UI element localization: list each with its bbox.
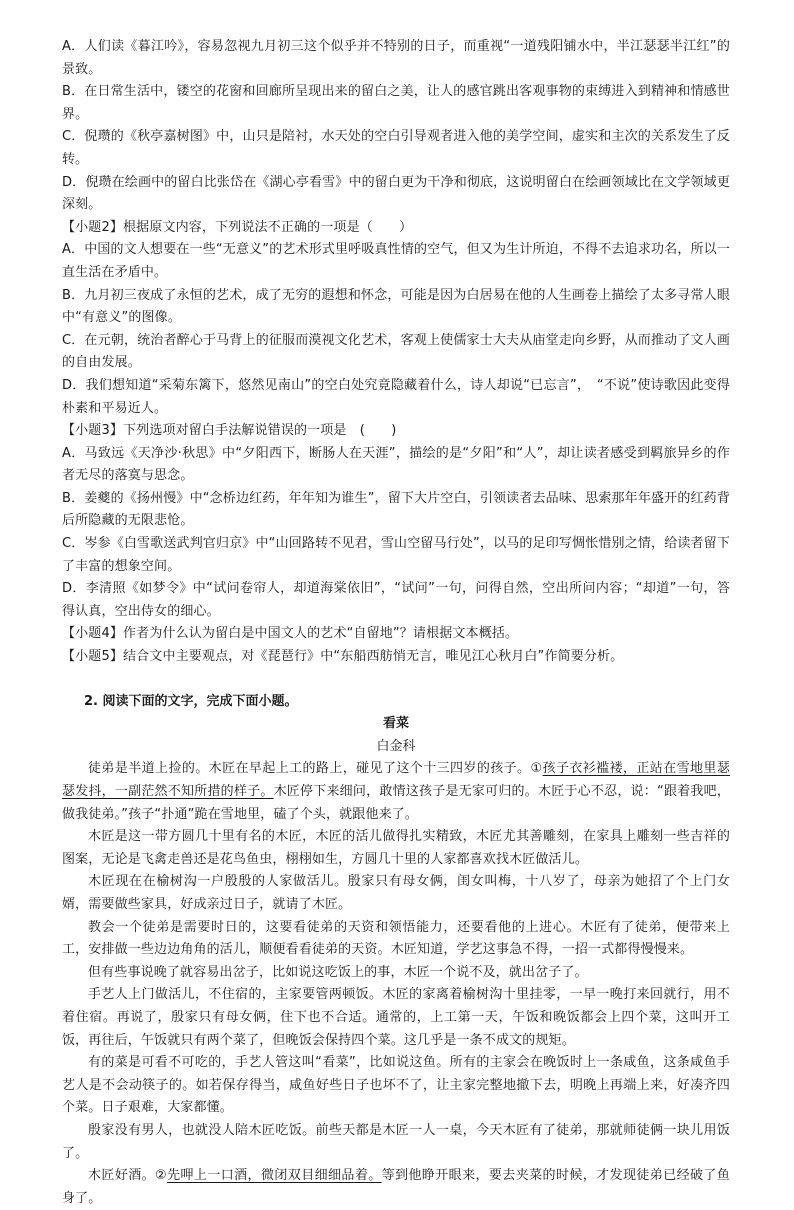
- q2-option-d: D．我们想知道“采菊东篱下，悠然见南山”的空白处究竟隐藏着什么，诗人却说“已忘言”， “不说”使诗歌因此变得朴素和平易近人。: [62, 377, 730, 416]
- document-page: [62, 36, 730, 1210]
- article-author: 白金科: [376, 738, 416, 754]
- q3-option-a: A．马致远《天净沙·秋思》中“夕阳西下，断肠人在天涯”，描绘的是“夕阳”和“人”，却让读者感受到羁旅异乡的作者无尽的落寞与思念。: [62, 445, 730, 484]
- q2-option-b: B．九月初三夜成了永恒的艺术，成了无穷的遐想和怀念，可能是因为白居易在他的人生画卷上描绘了太多寻常人眼中“有意义”的图像。: [62, 287, 730, 326]
- article-paragraph: 殷家没有男人，也就没人陪木匠吃饭。前些天都是木匠一人一桌，今天木匠有了徒弟，那就师徒俩一块儿用饭了。: [62, 1122, 730, 1161]
- article-paragraph: 教会一个徒弟是需要时日的，这要看徒弟的天资和领悟能力，还要看他的上进心。木匠有了徒弟，便带来上工，安排做一些边边角角的活儿，顺便看看徒弟的天资。木匠知道，学艺这事急不得，一招一式都得慢慢来。: [62, 919, 730, 958]
- q3-option-c: C．岑参《白雪歌送武判官归京》中“山回路转不见君，雪山空留马行处”，以马的足印写惆怅惜别之情，给读者留下了丰富的想象空间。: [62, 536, 730, 574]
- article-paragraph: 手艺人上门做活儿，不住宿的，主家要管两顿饭。木匠的家离着榆树沟十里挂零，一早一晚打来回就行，用不着住宿。再说了，殷家只有母女俩，住下也不合适。通常的，上工第一天，午饭和晚饭都会上四个菜，这叫开工饭，再往后，午饭就只有两个菜了，但晚饭会保持四个菜。这几乎是一条不成文的规矩。: [62, 987, 730, 1048]
- paragraph-text: 木匠停下来细问，敢情这孩子是无家可归的。木匠于心不忍，说：“跟着我吧，做我徒弟。”孩子“扑通”跪在雪地里，磕了个头，就跟他来了。: [62, 784, 730, 822]
- q1-option-c: C．倪瓒的《秋亭嘉树图》中，山只是陪衬，水天处的空白引导观者进入他的美学空间，虚实和主次的关系发生了反转。: [62, 129, 730, 167]
- article-paragraph: 有的菜是可看不可吃的，手艺人管这叫“看菜”，比如说这鱼。所有的主家会在晚饭时上一条咸鱼，这条咸鱼手艺人是不会动筷子的。如若保存得当，咸鱼好些日子也坏不了，让主家完整地撤下去，明晚上再端上来，好凑齐四个菜。日子艰难，大家都懂。: [62, 1055, 730, 1116]
- q2-stem: 【小题2】根据原文内容，下列说法不正确的一项是（ ）: [62, 219, 413, 235]
- article-paragraph: [62, 758, 730, 826]
- article-paragraph: 木匠是这一带方圆几十里有名的木匠，木匠的活儿做得扎实精致，木匠尤其善雕刻，在家具上雕刻一些吉祥的图案，无论是飞禽走兽还是花鸟鱼虫，栩栩如生，方圆几十里的人家都喜欢找木匠做活儿。: [62, 829, 730, 867]
- q3-stem: 【小题3】下列选项对留白手法解说错误的一项是 ( ): [62, 423, 397, 439]
- q3-option-d: D．李清照《如梦令》中“试问卷帘人，却道海棠依旧”，“试问”一句，问得自然，空出所问内容；“却道”一句，答得认真，空出侍女的细心。: [62, 581, 730, 619]
- underlined-sentence-2: 先呷上一口酒，微闭双目细细品着。: [167, 1168, 382, 1184]
- article-paragraph: 但有些事说晚了就容易出岔子，比如说这吃饭上的事，木匠一个说不及，就出岔子了。: [88, 964, 588, 980]
- q4-stem: 【小题4】作者为什么认为留白是中国文人的艺术“自留地”？请根据文本概括。: [62, 626, 519, 642]
- paragraph-text: 木匠好酒。②: [88, 1168, 168, 1184]
- q2-option-c: C．在元朝，统治者醉心于马背上的征服而漠视文化艺术，客观上使儒家士大夫从庙堂走向乡野，从而推动了文人画的自由发展。: [62, 332, 730, 371]
- q5-stem: 【小题5】结合文中主要观点，对《琵琶行》中“东船西舫悄无言，唯见江心秋月白”作简要分析。: [62, 649, 624, 665]
- q3-option-b: B．姜夔的《扬州慢》中“念桥边红药，年年知为谁生”，留下大片空白，引领读者去品味、思索那年年盛开的红药背后所隐藏的无限悲怆。: [62, 490, 730, 529]
- q1-option-a: A．人们读《暮江吟》，容易忽视九月初三这个似乎并不特别的日子，而重视“一道残阳铺水中，半江瑟瑟半江红”的景致。: [62, 39, 730, 77]
- paragraph-text: 等到他睁开眼来，要去夹菜的时候，才发现徒弟已经破了鱼身了。: [62, 1168, 730, 1206]
- article-paragraph: 木匠现在在榆树沟一户殷殷的人家做活儿。殷家只有母女俩，闺女叫梅，十八岁了，母亲为她招了个上门女婿，需要做些家具，好成亲过日子，就请了木匠。: [62, 874, 730, 912]
- q2-option-a: A．中国的文人想要在一些“无意义”的艺术形式里呼吸真性情的空气，但又为生计所迫，不得不去追求功名，所以一直生活在矛盾中。: [62, 242, 730, 280]
- q1-option-d: D．倪瓒在绘画中的留白比张岱在《湖心亭看雪》中的留白更为干净和彻底，这说明留白在绘画领域比在文学领域更深刻。: [62, 174, 730, 213]
- article-title: 看菜: [382, 716, 409, 732]
- q1-option-b: B．在日常生活中，镂空的花窗和回廊所呈现出来的留白之美，让人的感官跳出客观事物的束缚进入到精神和情感世界。: [62, 84, 730, 122]
- article-paragraph: [62, 1165, 730, 1210]
- section-2-heading: 2. 阅读下面的文字，完成下面小题。: [84, 693, 298, 709]
- paragraph-text: 徒弟是半道上捡的。木匠在早起上工的路上，碰见了这个十三四岁的孩子。①: [88, 761, 543, 777]
- underlined-sentence-1: 孩子衣衫褴褛，正站在雪地里瑟瑟发抖，一副茫然不知所措的样子。: [62, 761, 730, 799]
